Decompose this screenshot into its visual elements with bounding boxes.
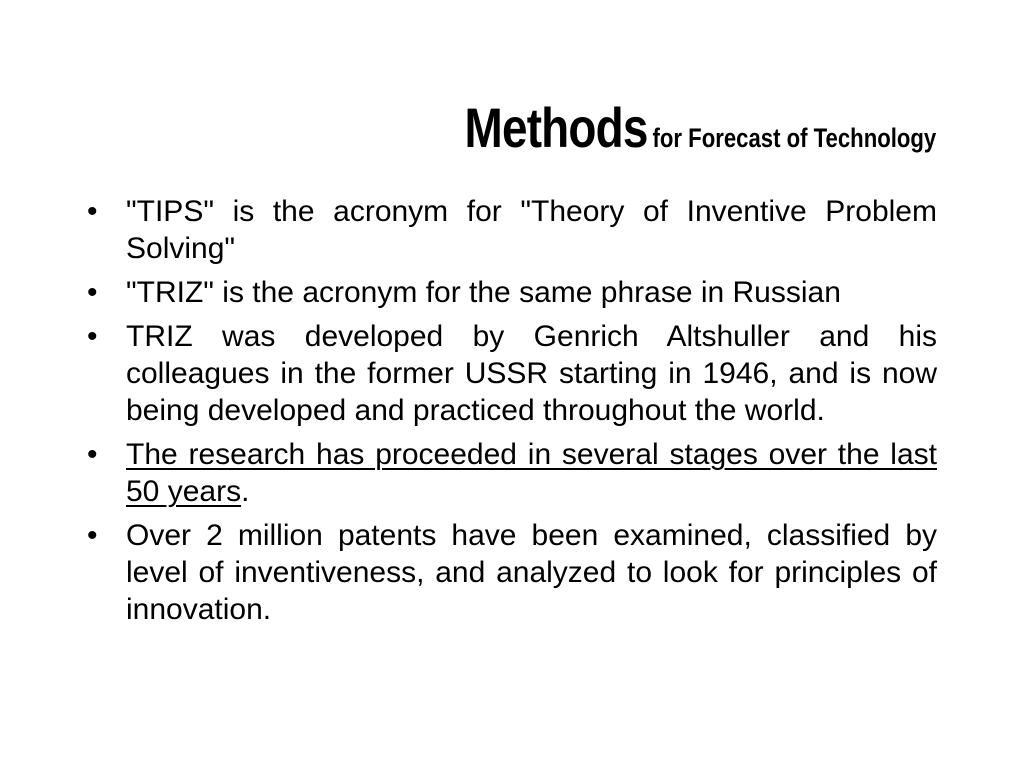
slide-title-subtitle: for Forecast of Technology [652,123,936,153]
bullet-icon: • [87,276,98,309]
bullet-underlined-text: The research has proceeded in several stages over the last 50 years [126,438,937,508]
slide-title [464,96,936,159]
bullet-trailing-period: . [241,475,250,508]
bullet-item-history [87,318,937,429]
bullet-list [87,193,937,635]
bullet-text: Over 2 million patents have been examined, classified by level of inventiveness, and analyzed to look for principles of innovation. [126,519,937,626]
bullet-icon: • [87,438,98,471]
slide-title-main: Methods [464,96,648,159]
bullet-icon: • [87,519,98,552]
bullet-item-patents [87,517,937,628]
bullet-item-triz [87,274,937,311]
bullet-text: TRIZ was developed by Genrich Altshuller and his colleagues in the former USSR starting in 1946, and is now being developed and practiced throughout the world. [126,320,937,427]
bullet-text: "TIPS" is the acronym for "Theory of Inventive Problem Solving" [126,195,937,265]
bullet-item-tips [87,193,937,267]
bullet-item-research [87,436,937,510]
bullet-text: "TRIZ" is the acronym for the same phrase in Russian [126,276,841,309]
bullet-icon: • [87,320,98,353]
bullet-icon: • [87,195,98,228]
